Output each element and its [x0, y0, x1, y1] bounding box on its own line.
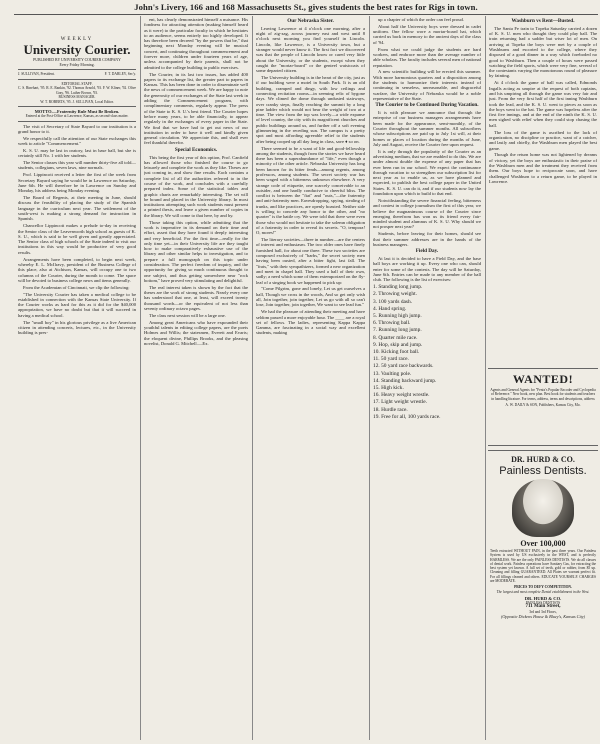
field-day-event: 9. Hop, skip and jump.: [373, 341, 423, 348]
dentist-ad: [488, 450, 598, 741]
column-4-body: [373, 17, 481, 283]
dentist-prices: PRICES TO DEFY COMPETITION.: [514, 585, 572, 590]
masthead-motto: MOTTO.—Fraternity Rule Must Be Broken.: [34, 108, 120, 114]
field-day-event: 8. Quarter mile race.: [373, 334, 418, 341]
column-4: [373, 17, 481, 739]
dentist-body: Teeth extracted WITHOUT PAIN, in the past three years. Our Painless System is used by US exclusively in the WEST, and is perfectly HARMLESS. We are the only PAINLESS DENTISTS. We do all classes of dental work. Painless operations have Sanitary Gas, for extracting the best system yet known. A full set of teeth, gold or rubber, from $5 up. Cleaning and filling GUARANTEED. All Plates we warrant perfect fit. For all fillings cleaned and others. EDUCATE YOURSELF. CHARGES are MODERATE.: [490, 549, 596, 584]
column-divider: [369, 16, 370, 740]
column-2: [144, 17, 248, 739]
article-paragraph: The real interest taken is shown by the fact that the theses are the work of strong students. Nearly every one has understood that one, at least, will exceed twenty thousand words—or the equivalent of not less than seventy ordinary octavo pages.: [144, 284, 248, 312]
article-paragraph: Notwithstanding the severe financial feeling, bitterness and contest in college journalism the first of this year, we believe the magnanimous course of the Courier since emerging therefrom has won us its friend every fair-minded student and alumnus of K. S. U. Why should we not prosper next year?: [373, 197, 481, 230]
article-paragraph: About half the University boys were dressed in cadet uniform. One fellow wore a mortar-board hat, which carried us back in memory to the ancient days of the class of '94.: [373, 23, 481, 45]
staff-president: J. SULLIVAN, President.: [18, 72, 55, 77]
field-day-event: 6. Throwing ball.: [373, 320, 411, 327]
masthead-entry: Entered at the Post-Office at Lawrence, Kansas, as second-class matter.: [25, 114, 129, 119]
field-day-list: [373, 284, 481, 421]
article-paragraph: From what we could judge the students are hard workers, and embrace more than the average number of able scholars. The faculty includes several men of national reputation.: [373, 46, 481, 68]
masthead-rule: [18, 79, 136, 80]
masthead-rule: [18, 69, 136, 70]
column-divider: [140, 16, 141, 740]
field-day-event: 5. Running high jump.: [373, 312, 422, 319]
column-1-body: [18, 124, 136, 336]
field-day-event: 17. Light weight wrestle.: [373, 399, 428, 406]
column-1: [18, 17, 136, 739]
article-paragraph: The "small boy" in his glorious privilege as a live American citizen in attending concerts, lectures, etc., in the University building is pres-: [18, 319, 136, 336]
masthead-publisher: PUBLISHED BY UNIVERSITY COURIER COMPANY: [33, 58, 121, 63]
field-day-event: 13. Vaulting pole.: [373, 370, 412, 377]
column-3: [256, 17, 365, 739]
column-3-body: [256, 19, 365, 336]
column-5: [489, 17, 597, 267]
article-paragraph: The class next session will be a large one.: [149, 312, 226, 318]
masthead-weekly: WEEKLY: [60, 37, 94, 42]
wanted-contact: A. W. DAILY & SON, Publishers, Kansas City, Mo.: [505, 402, 581, 407]
field-day-event: 11. 50 yard race.: [373, 356, 409, 363]
field-day-event: 16. Heavy weight wrestle.: [373, 392, 430, 399]
article-paragraph: The Board of Regents, at their meeting in June, should discuss the feasibility of placing the study of the Spanish language in the curriculum next year. The settlement of the south-west is making a strong demand for instruction in Spanish.: [18, 195, 136, 222]
article-heading: Special Economics.: [174, 146, 218, 153]
field-day-event: 18. Hurdle race.: [373, 406, 408, 413]
field-day-event: 14. Standing backward jump.: [373, 377, 437, 384]
article-paragraph: The visit of Secretary of State Bayard to our institution is a grand honor to it.: [18, 123, 136, 134]
business-manager-label: BUSINESS MANAGER.: [58, 95, 96, 100]
dentist-over: Over 100,000: [520, 539, 566, 548]
article-paragraph: Chancellor Lippincott makes a prelude to-day in receiving the Senior class of the Leavenworth high school as guests of K. S. U., which is said to be well given and greatly appreciated. The Senior class of high schools of the State indeed to visit our institutions in this way would be productive of very good results.: [18, 223, 136, 255]
wanted-title: WANTED!: [512, 372, 574, 386]
article-paragraph: A new scientific building will be erected this summer. With more harmonious quarters and a disposition among the students to harmonize their interests instead of continuing in senseless, unreasonable, and disgraceful warfare, the University of Nebraska would be a noble representative of the State.: [373, 69, 481, 101]
wanted-body: Agents and General Agents for "Fenix's Popular Encoder and Cyclopedia of Reference." New book, new plan. Best book for students and teachers in handling litrature. For terms, address, terms and descriptions, address: [490, 388, 596, 401]
article-paragraph: Among great Americans who have expounded their youthful talents in editing college papers, are the poets Holmes and Willis; the statesmen, Everett and Evarts; the eloquent divine, Phillips Brooks, and the pleasing novelist, Donald G. Mitchell.—Ex.: [144, 319, 248, 346]
dentist-location: (Opposite Dickens House & Bluey's, Kansas City): [500, 613, 586, 619]
dentist-firm: DR. HURD & CO.: [524, 595, 562, 601]
masthead-title: University Courier.: [23, 42, 131, 58]
field-day-event: 4. Hand spring.: [373, 305, 407, 312]
article-heading: The Courier to be Continued During Vacation.: [375, 102, 479, 109]
dentist-address: 711 Main Street,: [525, 604, 561, 610]
article-paragraph: At last it is decided to have a Field Day, and the base ball boys are working it up. Every one who can, should enter for some of the contests. The day will be Saturday, June 6th. Entries can be made to any member of the ball club. The following is the list of exercises:: [373, 256, 481, 283]
dentist-title: DR. HURD & CO.: [511, 455, 575, 464]
article-paragraph: "The University Courier has taken a medical college to be established in connection with the Kansas State University. If the Courier works as hard for this as it did for the $40,000 appropriation, we have no doubt but that it will succeed in having a medical school.: [18, 291, 136, 318]
article-paragraph: The literary societies—three in number—are the centers of interest and enthusiasm. The two older ones have finely furnished hall, for about one three. These two societies are composed exclusively of "barbs," the secret society men having been ousted, after a bitter fight, last fall. The "frats," with their sympathizers, formed a new organization and meet in chapel hall. They used a hall of their own, sadly; a need which some of them extemporized on the fly-leaf of a singing book we happened to pick up:: [256, 237, 365, 285]
staff-secretary: F. T. DARLEY, Sec'y.: [104, 72, 136, 77]
article-paragraph: Those taking this option, while admitting that the work is imperative in its demand on their time and effort, assert that they have found it deeply interesting and very beneficial. For the first time—really for the only time yet—in their University life are they taught how to make comparatively exhaustive use of the library and other similar helps to investigation, and to prepare a full monograph on this topic under consideration. The perfect freedom of inquiry, and the opportunity for giving so much continuous thought to one subject, and thus getting somewhere near "rock bottom," have proved very stimulating and delightful.: [144, 219, 248, 283]
business-manager: W. T. ROBERTS, '95. J. SULLIVAN, Local Editor.: [40, 99, 114, 104]
article-paragraph: We had the pleasure of attending their meeting and have seldom passed a more enjoyable hour. The ____ are a royal set of fellows. The ladies, representing Kappa Kappa Gamma, are fascinating in a social way and excellent students, making: [256, 309, 365, 336]
article-paragraph: ent, has clearly demonstrated himself a nuisance. His fondness for attracting attention (making himself heard as it were) to the particular faculty in which he hesitates to an audience, seems entirely too highly developed. It has therefore been decreed "by the powers that be," that beginning next Monday evening will be musical concert, and continuing throughout commencement and forever more, children under fourteen years of age, unless accompanied by their parents, shall not be admitted to the college building to public exercises.: [144, 17, 248, 70]
dentist-address-2: 3rd and 3rd Floors,: [529, 609, 557, 614]
field-day-event: 2. Throwing weight.: [373, 291, 417, 298]
article-paragraph: The Santa Fe train to Topeka Saturday carried a dozen of K. S. U. men who thought they could play ball. The train returning had a sadder but wiser lot of men. On arriving at Topeka the boys were met by a couple of Washburns and escorted to the college, where they disposed of a good dinner in a way which foreboded no good to Washburn. Then a couple of hours were passed watching the field sports, which were very fine, several of the contestants varying the monotonous round of pleasure by fainting.: [489, 25, 597, 79]
article-paragraph: K. S. U. may be last in oratory, last in base ball, but she is certainly still No. 1 with her students.: [18, 148, 136, 159]
article-paragraph: Students, before leaving for their homes, should see that their summer addresses are in the hands of the business managers.: [373, 231, 481, 247]
masthead-staff: [18, 72, 136, 76]
article-heading: Our Nebraska Sister.: [287, 18, 334, 24]
column-2-body: [144, 17, 248, 346]
field-day-event: 1. Standing long jump.: [373, 284, 423, 291]
dentist-subtitle: Painless Dentists.: [499, 465, 587, 477]
column-divider: [252, 16, 253, 740]
field-day-event: 19. Free for all, 100 yards race.: [373, 413, 441, 420]
field-day-event: 3. 100 yards dash.: [373, 298, 413, 305]
field-day-event: 12. 50 yard race backwards.: [373, 363, 434, 370]
article-paragraph: "Come Pilgrim, gone and lonely, Let us get ourselves a hall, Though we cross in the woods, And so get only wish all, Join together, join together, Let us go with all so can't lose, Join together, join together, We want to see lead fun.": [256, 286, 365, 308]
article-paragraph: It is only through the popularity of the Courier as an advertising medium, that we are enabled to do this. We are under almost double the expense of any paper that has ever been run in our school. We expect the continuance through vacation to so strengthen our subscription list for next year as to enable us, as we have planned and expected, to publish the best college paper in the United States. K. S. U. can do it, and if our students now lay the foundation upon which to build to that end.: [373, 148, 481, 197]
masthead-rule: [18, 121, 136, 122]
article-paragraph: It is with pleasure we announce that through the enterprise of our business managers arrangements have been made for the appearance, semi-monthly, of the Courier throughout the summer months. All subscribers whose subscriptions are paid up to July 1st will, at their homes or places of location during the months of June, July and August, receive the Courier free upon request.: [373, 110, 481, 147]
editorial-staff-label: EDITORIAL STAFF.: [61, 81, 93, 86]
field-day-event: 7. Running long jump.: [373, 327, 422, 334]
column-5-body: [489, 19, 597, 184]
field-day-event: 10. Kicking foot ball.: [373, 348, 420, 355]
article-paragraph: This being the first year of this option, Prof. Canfield has allowed those who finished the course to go leisurely and complete the work as they like. Theses are just coming in, and show fine results. Each contains a complete list of all the authorities referred to in the course of the work, and concludes with a carefully prepared index. Some of the statistical tables and graphic charts are remarkably interesting. The set will be bound and placed in the University library. In most institutions attempting such work students must present a printed thesis, and leave a given number of copies in the library. We will come to that here, by and by.: [144, 154, 248, 218]
dentist-portrait: [512, 479, 574, 537]
article-paragraph: Leaving Lawrence at 4 o'clock one morning, after a night of zig-zag, across journey east and west until 8 o'clock next morning you find yourself in Lincoln. Lincoln, like Lawrence, is a University town, but a stranger would never know it. The first fact we discovered was that the people of Lincoln know or cared very little about the University, or the students, except when they caught the "mortar-board" or the genteel waistcoats of some departed citizen.: [256, 25, 365, 74]
article-paragraph: From the Academian of Cincinnati, we clip the following:: [23, 284, 130, 290]
article-paragraph: We respectfully call the attention of our State exchanges this week to article "Commencement.": [18, 135, 136, 147]
dentist-firm-2: PAINLESS DENTISTS: [525, 600, 561, 605]
masthead-issue-day: Every Friday Morning.: [59, 62, 95, 67]
editorial-staff-list: C. S. Rinehart, '95. R. E. Rankin, '92. Thomas Arnold, '93. F. W. Kliner, '92. Olive Gray, '96. Luther Brown, '93.: [18, 86, 136, 95]
article-paragraph: The loss of the game is ascribed to the lack of organization, no discipline or practice, want of a catcher, and lastly and chiefly, the Washburn men played the best game.: [489, 129, 597, 151]
article-paragraph: There seemed to be a want of life and good-fellowship among the students, though from the stories we have heard there has been a superabundance of "life," even though a minority of the other article. Nebraska University has long been known for its bitter fends—among regents, among professors, among students. The secret society war has been waged with a bitterness unknown elsewhere. A very strange code of etiquette, one scarcely conceivable to an outsider, and one hardly conducive to cheerful bliss. The conflict is between the "fiat" and "outs,"—the fraternity and anti-fraternity men. Eavesdropping, spying, stealing of trunks, and like practices, are openly boasted. Neither side is willing to concede any honor to the other, and "no quarter" is the battle cry. We were told that there were even those who would not hesitate to take the solemn obligation of a fraternity in order to reveal its secrets. "O, tempora! O, mores!": [256, 145, 365, 236]
article-paragraph: The University building is in the heart of the city, just as if our building were a motel in South Park. It is an old building, cramped and dingy, with low ceilings and connecting recitation rooms—in seeming relic of bygone days. We climed the dome through undusted stairways, over cranky steps, finally reaching the summit by a long pine ladder which would not bear the weight of two at a time. The view from the top was lovely—a wide expanse of level country, the city with its magnificent churches and public buildings around us, and further off a soft evening glimmering in the receding sun. The campus is a pretty spot and most affording agreeable relief to the students after being cooped up all day long in class, save ♦ so on.: [256, 75, 365, 144]
wanted-ad: [488, 368, 598, 446]
article-heading: Field Day.: [415, 248, 439, 255]
top-rule: [14, 14, 598, 15]
field-day-event: 15. High kick.: [373, 384, 404, 391]
article-paragraph: The Courier, in its last two issues, has added 400 papers to its exchange list, the greater part to papers in Kansas. This has been done in order to disseminate well the news of commencement week. We are happy to note the generosity of our exchanges of the State last week in adding the Commencement program, with complimentary comments, regularly appear. The press of the State to K. S. U.'s best friend. The Courier hopes before many years, to be able financially, to appear regularly in the exchanges of every paper in the State. We find that we have had to get out news of our institution in order to have it well and kindly given general circulation. We appreciate this, and shall ever feel thankful therefor.: [144, 71, 248, 146]
column-divider: [485, 16, 486, 740]
article-heading: Washburn vs Rent—Busted.: [511, 18, 575, 24]
article-paragraph: Prof. Lippincott received a letter the first of the week from Secretary Bayard saying he would be in Lawrence on Saturday, June 6th. He will therefore be in Lawrence on Sunday and Monday, his address being Monday evening.: [18, 172, 136, 194]
livery-banner: John's Livery, 166 and 168 Massachusetts St., gives students the best rates for Rigs in town.: [134, 2, 478, 12]
article-paragraph: Though the return home was not lightened by dreams of victory, yet the boys are enthusiastic in their praise of the Washburn men and the treatment they received from them. Our boys hope to reciprocate soon, and have challenged Washburn to a return game, to be played in Lawrence.: [489, 152, 597, 184]
article-paragraph: At 4 o'clock the game of ball was called, Edmonds Ingalls acting as umpire at the request of both captains, and his umpiring all through the game was very fair and just. From the very first half of the first inning Washburn took the lead, and the K. S. U. went to pieces as soon as the boys went to the bat. The game was hopeless after the first five innings, and at the end of the ninth the K. S. U. men sighed with relief when they could stop chasing the ball.: [489, 80, 597, 128]
article-paragraph: The Senior classes this year will number thirty-five all told—students, collegians, seven laws, nine normals.: [18, 160, 136, 171]
article-paragraph: up a chapter of which the order can feel proud.: [378, 17, 464, 22]
dentist-note: The largest and most complete Dental establishment in the West.: [496, 589, 590, 594]
article-paragraph: Arrangements have been completed, to begin next week, whereby E. L. McIlravy, president of the Business College of this place, also at Atchison, Kansas, will occupy one to two columns of the Courier, during the month to come. The space will be devoted to business college news and items generally.: [18, 256, 136, 283]
masthead-rule: [18, 106, 136, 107]
